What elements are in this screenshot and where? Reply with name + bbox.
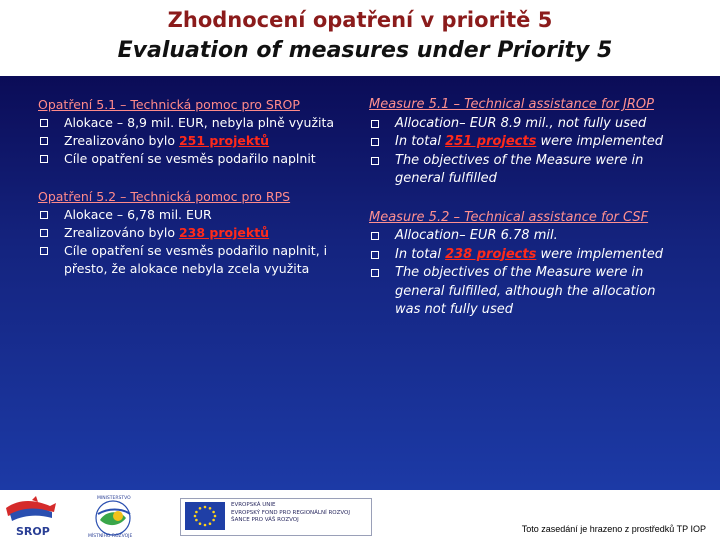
item-text: Zrealizováno bylo	[64, 133, 179, 148]
measure-5-1-en	[369, 96, 674, 189]
list-item	[38, 224, 343, 242]
list-item	[369, 152, 674, 189]
measure-5-2-en	[369, 209, 674, 320]
measure-heading: Measure 5.1 – Technical assistance for JROP	[369, 97, 654, 112]
list-item	[38, 242, 343, 278]
square-bullet-icon	[40, 119, 48, 127]
square-bullet-icon	[40, 211, 48, 219]
slide-header	[0, 0, 720, 76]
item-text: Allocation– EUR 8.9 mil., not fully used	[395, 115, 647, 131]
item-text: The objectives of the Measure were in general fulfilled	[395, 152, 644, 186]
list-item	[38, 206, 343, 224]
srop-logo-text: SROP	[16, 525, 50, 538]
bullet-list	[38, 114, 343, 168]
item-text: were implemented	[536, 134, 663, 149]
measure-heading: Opatření 5.2 – Technická pomoc pro RPS	[38, 189, 291, 204]
funding-note: Toto zasedání je hrazeno z prostředků TP IOP	[521, 524, 706, 534]
item-text: In total	[395, 134, 446, 149]
square-bullet-icon	[371, 120, 379, 128]
item-text: Cíle opatření se vesměs podařilo naplnit, i přesto, že alokace nebyla zcela využita	[64, 243, 328, 276]
bullet-list	[369, 115, 674, 189]
title-english: Evaluation of measures under Priority 5	[117, 38, 613, 63]
ministry-text-bottom: MÍSTNÍHO ROZVOJE	[88, 534, 133, 538]
highlight-projects: 238 projects	[445, 246, 537, 262]
list-item	[38, 114, 343, 132]
item-text: were implemented	[536, 246, 663, 262]
title-czech: Zhodnocení opatření v prioritě 5	[167, 8, 553, 32]
square-bullet-icon	[40, 137, 48, 145]
list-item	[369, 264, 674, 320]
item-text: In total	[395, 246, 446, 262]
bullet-list	[38, 206, 343, 278]
square-bullet-icon	[371, 138, 379, 146]
bullet-list	[369, 227, 674, 320]
list-item	[38, 150, 343, 168]
list-item	[38, 132, 343, 150]
srop-logo	[2, 494, 62, 538]
list-item	[369, 115, 674, 134]
left-column	[38, 96, 343, 298]
measure-5-2-cz	[38, 188, 343, 278]
square-bullet-icon	[40, 247, 48, 255]
ministry-logo	[80, 492, 146, 538]
square-bullet-icon	[371, 157, 379, 165]
item-text: Zrealizováno bylo	[64, 225, 179, 240]
right-column	[369, 96, 674, 340]
list-item	[369, 133, 674, 152]
square-bullet-icon	[371, 232, 379, 240]
highlight-projects: 238 projektů	[178, 225, 270, 240]
eu-text-line: EVROPSKÝ FOND PRO REGIONÁLNÍ ROZVOJ	[231, 509, 350, 516]
eu-logo-text	[231, 502, 350, 525]
square-bullet-icon	[40, 229, 48, 237]
square-bullet-icon	[371, 269, 379, 277]
eu-flag-icon	[185, 502, 225, 530]
measure-5-1-cz	[38, 96, 343, 168]
square-bullet-icon	[371, 251, 379, 259]
list-item	[369, 246, 674, 265]
item-text: Alokace – 6,78 mil. EUR	[64, 207, 212, 222]
ministry-text-top: MINISTERSTVO	[97, 496, 131, 501]
item-text: Alokace – 8,9 mil. EUR, nebyla plně využita	[64, 115, 335, 130]
item-text: The objectives of the Measure were in general fulfilled, although the allocation was not fully used	[395, 265, 656, 317]
square-bullet-icon	[40, 155, 48, 163]
eu-text-line: EVROPSKÁ UNIE	[231, 502, 276, 508]
list-item	[369, 227, 674, 246]
measure-heading: Opatření 5.1 – Technická pomoc pro SROP	[38, 97, 300, 112]
item-text: Cíle opatření se vesměs podařilo naplnit	[64, 151, 316, 166]
eu-text-line: ŠANCE PRO VÁŠ ROZVOJ	[231, 517, 299, 523]
item-text: Allocation– EUR 6.78 mil.	[395, 228, 558, 243]
eu-logo-box	[180, 498, 372, 536]
slide-footer	[0, 490, 720, 540]
slide-body	[0, 76, 720, 490]
measure-heading: Measure 5.2 – Technical assistance for CSF	[369, 209, 649, 225]
highlight-projects: 251 projects	[445, 134, 537, 149]
highlight-projects: 251 projektů	[178, 133, 270, 148]
